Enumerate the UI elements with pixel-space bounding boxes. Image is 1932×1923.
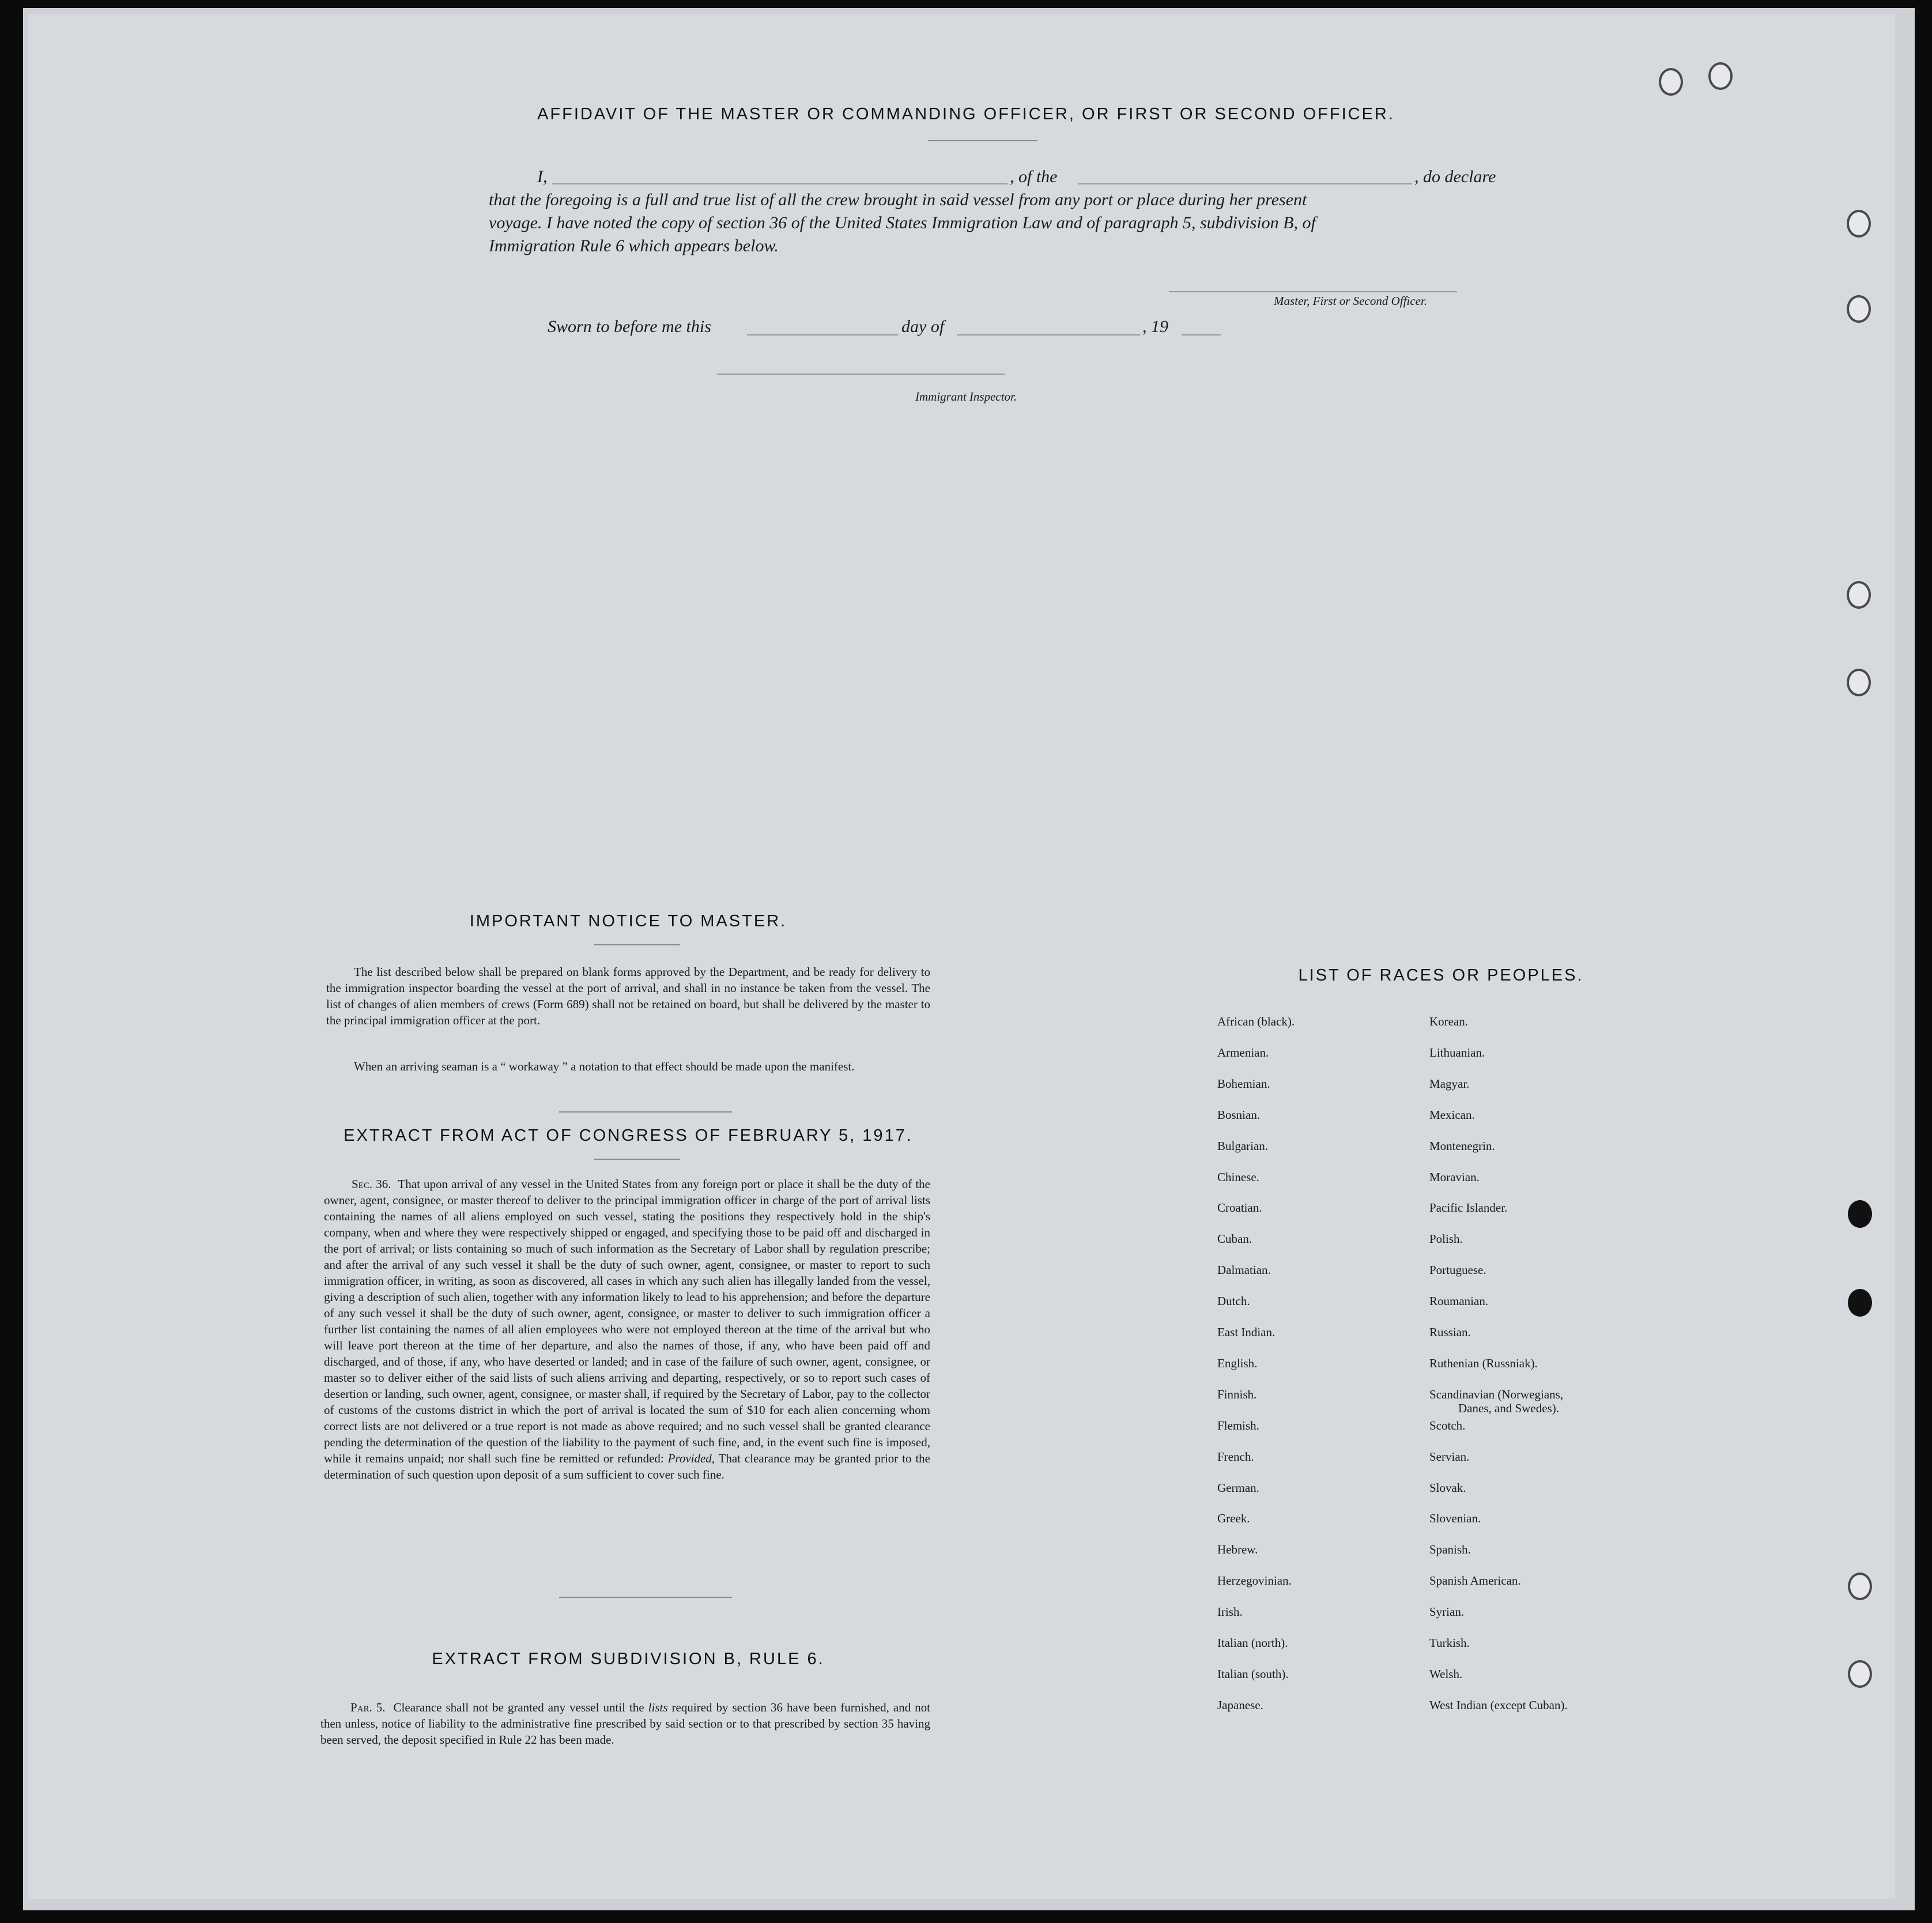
binder-hole <box>1848 1200 1872 1228</box>
race-item-continuation: Danes, and Swedes). <box>1458 1401 1559 1415</box>
divider <box>559 1597 732 1598</box>
month-blank <box>957 334 1140 335</box>
race-item: Flemish. <box>1217 1418 1259 1432</box>
race-item: Japanese. <box>1217 1698 1263 1712</box>
divider <box>928 140 1037 141</box>
race-item: Bulgarian. <box>1217 1138 1269 1153</box>
race-item: Moravian. <box>1429 1170 1480 1184</box>
race-item: Korean. <box>1429 1015 1469 1028</box>
race-item: Montenegrin. <box>1429 1138 1495 1153</box>
divider <box>559 1111 732 1113</box>
vessel-blank <box>1078 183 1412 184</box>
race-item: Hebrew. <box>1217 1543 1258 1557</box>
affidavit-title: AFFIDAVIT OF THE MASTER OR COMMANDING OFFICER, OR FIRST OR SECOND OFFICER. <box>537 105 1395 123</box>
race-item: Servian. <box>1429 1449 1470 1464</box>
binder-hole <box>1847 210 1871 237</box>
binder-hole <box>1659 68 1683 96</box>
affidavit-line-4: Immigration Rule 6 which appears below. <box>489 236 779 255</box>
race-item: Croatian. <box>1217 1201 1262 1215</box>
binder-hole <box>1847 295 1871 323</box>
race-item: Welsh. <box>1429 1666 1463 1681</box>
race-item: French. <box>1217 1449 1254 1464</box>
race-item: Chinese. <box>1217 1170 1259 1184</box>
race-item: Pacific Islander. <box>1429 1201 1508 1215</box>
race-item: Dalmatian. <box>1217 1263 1271 1277</box>
race-item: Ruthenian (Russniak). <box>1429 1356 1538 1370</box>
section-36-text: That upon arrival of any vessel in the United States from any foreign port or place it shall be the duty of the owner, agent, consignee, or master thereof to deliver to the principal immigration officer in charge of the port of arrival lists containing the names of all aliens employed on such vessel, stating the positions they respectively hold in the ship's company, when and where they were respectively shipped or engaged, and specifying those to be paid off and discharged in the port of arrival; or lists containing so much of such information as the Secretary of Labor shall by regulation prescribe; and after the arrival of any such vessel it shall be the duty of such owner, agent, consignee, or master to report to such immigration officer, in writing, as soon as discovered, all cases in which any such alien has illegally landed from the vessel, giving a description of such alien, together with any information likely to lead to his apprehension; and before the departure of any such vessel it shall be the duty of such owner, agent, consignee, or master to deliver to such immigration officer a further list containing the names of all alien employees who were not employed thereon at the time of the arrival but who will leave port thereon at the time of her departure, and also the names of those, if any, who have been paid off and discharged, and of those, if any, who have deserted or landed; and in case of the failure of such owner, agent, consignee, or master so to deliver either of the said lists of such aliens arriving and departing, respectively, or so to report such cases of desertion or landing, such owner, agent, consignee, or master shall, if required by the Secretary of Labor, pay to the collector of customs of the customs district in which the port of arrival is located the sum of $10 for each alien concerning whom correct lists are not delivered or a true report is not made as above required; and no such vessel shall be granted clearance pending the determination of the question of the liability to the payment of such fine, and, in the event such fine is imposed, while it remains unpaid; nor shall such fine be remitted or refunded: <box>324 1177 930 1465</box>
day-of-text: day of <box>901 317 945 336</box>
race-item: Syrian. <box>1429 1605 1465 1619</box>
notice-paragraph-1: The list described below shall be prepared on blank forms approved by the Department, and be ready for delivery to the immigration inspector boarding the vessel at the port of arrival, and shall in no instance be taken from the vessel. The list of changes of alien members of crews (Form 689) shall not be retained on board, but shall be delivered by the master to the principal immigration officer at the port. <box>326 965 930 1027</box>
race-item: Slovenian. <box>1429 1511 1481 1526</box>
race-item: Herzegovinian. <box>1217 1574 1292 1588</box>
document-page <box>28 14 1895 1899</box>
binder-hole <box>1847 669 1871 696</box>
paragraph-label: Par. 5. <box>350 1700 386 1714</box>
race-item: English. <box>1217 1356 1258 1370</box>
race-item: Spanish American. <box>1429 1574 1521 1588</box>
binder-hole <box>1847 581 1871 609</box>
race-item: Turkish. <box>1429 1636 1470 1650</box>
name-blank <box>552 183 1007 184</box>
binder-hole <box>1708 62 1733 90</box>
race-item: East Indian. <box>1217 1325 1276 1339</box>
sworn-text: Sworn to before me this <box>548 317 711 336</box>
binder-hole <box>1848 1289 1872 1317</box>
section-label: Sec. 36. <box>352 1177 391 1191</box>
affidavit-i: I, <box>537 167 548 186</box>
year-text: , 19 <box>1142 317 1168 336</box>
affidavit-line-3: voyage. I have noted the copy of section 36 of the United States Immigration Law and of paragraph 5, subdivision B, of <box>489 213 1316 232</box>
provided-word: Provided, <box>667 1451 715 1465</box>
rule-text-a: Clearance shall not be granted any vessel until the <box>393 1700 644 1714</box>
race-item: Roumanian. <box>1429 1294 1489 1309</box>
race-item: Scandinavian (Norwegians, <box>1429 1387 1564 1401</box>
inspector-label: Immigrant Inspector. <box>915 390 1017 404</box>
race-item: Bohemian. <box>1217 1076 1270 1091</box>
affidavit-of-the: , of the <box>1010 167 1058 186</box>
race-item: Mexican. <box>1429 1107 1475 1122</box>
race-item: Cuban. <box>1217 1232 1252 1246</box>
rule-extract-body <box>320 1699 930 1748</box>
race-item: Italian (south). <box>1217 1666 1289 1681</box>
day-blank <box>747 334 898 335</box>
race-item: African (black). <box>1217 1015 1295 1028</box>
race-item: Finnish. <box>1217 1387 1257 1401</box>
race-item: Italian (north). <box>1217 1636 1288 1650</box>
inspector-signature-line <box>717 374 1005 375</box>
race-item: Russian. <box>1429 1325 1471 1339</box>
master-signature-line <box>1169 291 1457 292</box>
binder-hole <box>1848 1660 1872 1688</box>
section-36-text-end: That clearance may be granted prior to the determination of such question upon deposit of a sum sufficient to cover such fine. <box>324 1451 930 1481</box>
notice-title: IMPORTANT NOTICE TO MASTER. <box>469 912 787 930</box>
race-item: Lithuanian. <box>1429 1045 1485 1059</box>
race-item: Armenian. <box>1217 1045 1269 1059</box>
binder-hole <box>1848 1573 1872 1600</box>
race-item: Dutch. <box>1217 1294 1250 1309</box>
race-item: German. <box>1217 1480 1259 1495</box>
act-extract-title: EXTRACT FROM ACT OF CONGRESS OF FEBRUARY 5, 1917. <box>344 1126 913 1145</box>
race-item: West Indian (except Cuban). <box>1429 1698 1568 1712</box>
lists-word: lists <box>648 1700 668 1714</box>
affidavit-line-2: that the foregoing is a full and true list of all the crew brought in said vessel from any port or place during her present <box>489 190 1307 209</box>
race-item: Irish. <box>1217 1605 1243 1619</box>
rule-extract-title: EXTRACT FROM SUBDIVISION B, RULE 6. <box>432 1650 825 1668</box>
act-extract-body <box>324 1176 930 1483</box>
race-item: Polish. <box>1429 1232 1463 1246</box>
master-signature-label: Master, First or Second Officer. <box>1274 294 1427 308</box>
year-blank <box>1182 334 1221 335</box>
affidavit-declare: , do declare <box>1414 167 1496 186</box>
race-item: Greek. <box>1217 1511 1250 1526</box>
race-item: Magyar. <box>1429 1076 1470 1091</box>
race-item: Bosnian. <box>1217 1107 1261 1122</box>
race-item: Portuguese. <box>1429 1263 1486 1277</box>
rule-text-b: required by section 36 have been furnished, and not then unless, notice of liability to the administrative fine prescribed by said section or to that prescribed by section 35 having been served, the deposit specified in Rule 22 has been made. <box>320 1700 931 1747</box>
divider <box>594 944 680 945</box>
divider <box>594 1159 680 1160</box>
race-item: Slovak. <box>1429 1480 1466 1495</box>
race-item: Spanish. <box>1429 1543 1471 1557</box>
races-title: LIST OF RACES OR PEOPLES. <box>1298 966 1584 985</box>
notice-paragraph-2: When an arriving seaman is a “ workaway ” a notation to that effect should be made upon the manifest. <box>354 1059 855 1073</box>
race-item: Scotch. <box>1429 1418 1466 1432</box>
